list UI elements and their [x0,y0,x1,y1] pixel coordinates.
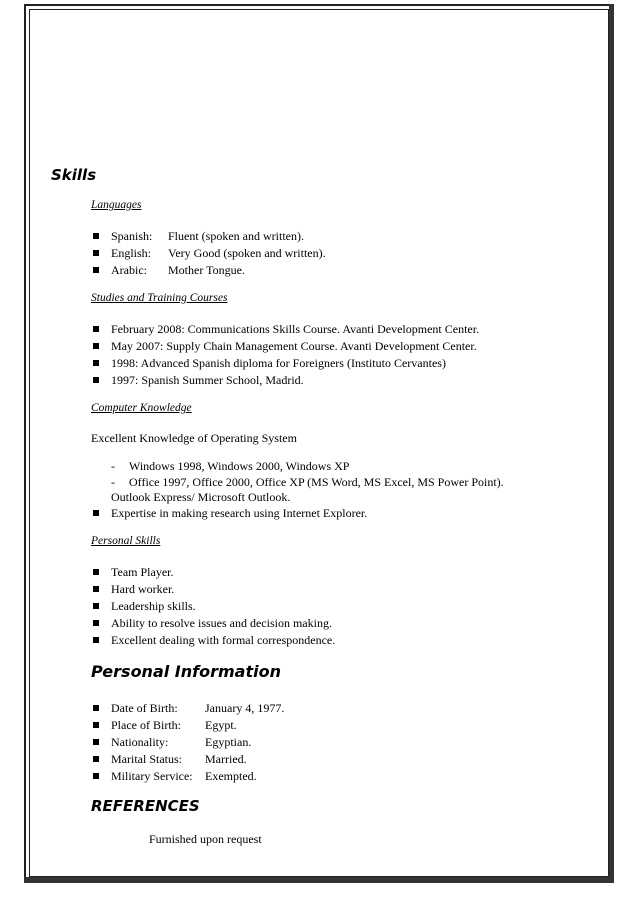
study-item: May 2007: Supply Chain Management Course. Avanti Development Center. [111,339,477,353]
bullet-icon [93,722,99,728]
computer-bullet-item: Expertise in making research using Internet Explorer. [111,506,368,520]
personal-skill-item: Team Player. [111,565,174,579]
study-item: 1998: Advanced Spanish diploma for Foreigners (Instituto Cervantes) [111,356,446,370]
bullet-icon [93,637,99,643]
language-level: Fluent (spoken and written). [168,229,304,243]
study-item: 1997: Spanish Summer School, Madrid. [111,373,304,387]
info-value: Egypt. [205,718,237,732]
language-name: English: [111,246,152,260]
computer-item-continuation: Outlook Express/ Microsoft Outlook. [111,490,291,504]
computer-heading: Computer Knowledge [91,402,192,414]
dash-mark: - [111,459,115,473]
bullet-icon [93,620,99,626]
dash-mark: - [111,475,115,489]
bullet-icon [93,377,99,383]
bullet-icon [93,510,99,516]
bullet-icon [93,233,99,239]
info-label: Place of Birth: [111,718,181,732]
study-item: February 2008: Communications Skills Course. Avanti Development Center. [111,322,480,336]
personal-skill-item: Excellent dealing with formal correspondence. [111,633,336,647]
personal-info-title: Personal Information [91,662,281,681]
info-label: Date of Birth: [111,701,178,715]
bullet-icon [93,756,99,762]
info-label: Nationality: [111,735,169,749]
computer-item: Windows 1998, Windows 2000, Windows XP [129,459,350,473]
references-text: Furnished upon request [149,832,262,846]
personal-skills-heading: Personal Skills [91,535,161,547]
bullet-icon [93,250,99,256]
references-title: REFERENCES [91,797,200,815]
language-name: Arabic: [111,263,147,277]
bullet-icon [93,705,99,711]
computer-intro: Excellent Knowledge of Operating System [91,431,297,445]
bullet-icon [93,586,99,592]
info-label: Military Service: [111,769,193,783]
studies-heading: Studies and Training Courses [91,292,228,304]
language-name: Spanish: [111,229,153,243]
skills-title: Skills [51,166,97,184]
languages-heading: Languages [91,199,142,211]
bullet-icon [93,360,99,366]
info-value: January 4, 1977. [205,701,285,715]
bullet-icon [93,739,99,745]
bullet-icon [93,343,99,349]
info-value: Married. [205,752,247,766]
language-level: Mother Tongue. [168,263,245,277]
personal-skill-item: Hard worker. [111,582,175,596]
bullet-icon [93,773,99,779]
personal-skill-item: Leadership skills. [111,599,196,613]
info-label: Marital Status: [111,752,182,766]
bullet-icon [93,603,99,609]
computer-item: Office 1997, Office 2000, Office XP (MS Word, MS Excel, MS Power Point). [129,475,504,489]
bullet-icon [93,326,99,332]
bullet-icon [93,569,99,575]
info-value: Egyptian. [205,735,252,749]
bullet-icon [93,267,99,273]
personal-skill-item: Ability to resolve issues and decision making. [111,616,332,630]
language-level: Very Good (spoken and written). [168,246,326,260]
info-value: Exempted. [205,769,257,783]
